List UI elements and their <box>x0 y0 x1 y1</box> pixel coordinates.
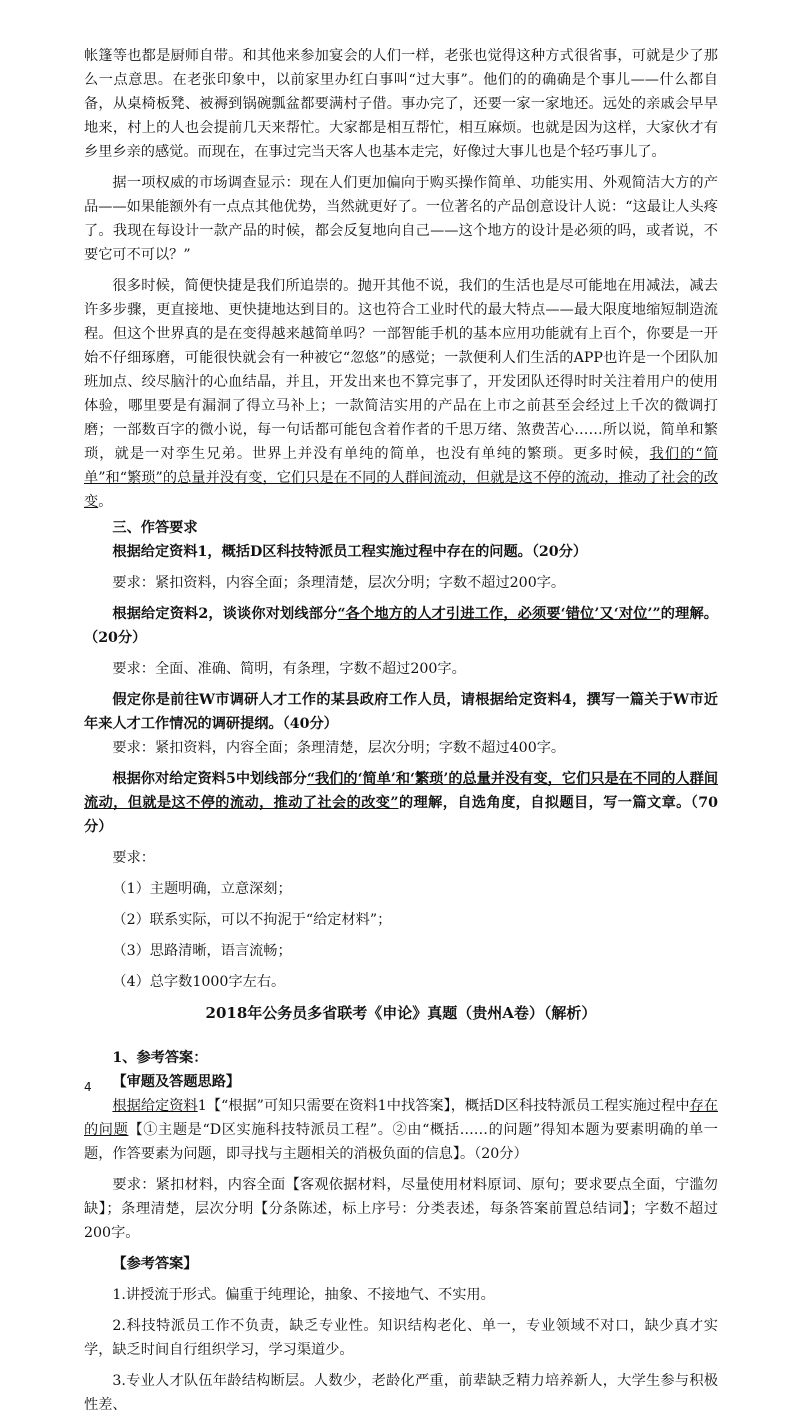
thinking-underlined-1: 根据给定资料 <box>112 1098 198 1114</box>
thinking-paragraph <box>84 1094 718 1166</box>
question-4-underlined: “我们的‘简单’和‘繁琐’的总量并没有变，它们只是在不同的人群间流动，但就是这不停的流动，推动了社会的改变” <box>84 771 719 811</box>
paragraph-1: 帐篷等也都是厨师自带。和其他来参加宴会的人们一样，老张也觉得这种方式很省事，可就是少了那么一点意思。在老张印象中，以前家里办红白事叫“过大事”。他们的的确确是个事儿——什么都自备，从桌椅板凳、被褥到锅碗瓢盆都要满村子借。事办完了，还要一家一家地还。远处的亲戚会早早地来，村上的人也会提前几天来帮忙。大家都是相互帮忙，相互麻烦。也就是因为这样，大家伙才有乡里乡亲的感觉。而现在，在事过完当天客人也基本走完，好像过大事儿也是个轻巧事儿了。 <box>84 48 718 160</box>
question-4-requirements-label: 要求： <box>112 850 155 866</box>
question-1: 根据给定资料1，概括D区科技特派员工程实施过程中存在的问题。（20分） <box>112 544 588 560</box>
paragraph-3 <box>84 274 718 514</box>
paragraph-3-underlined: 我们的“简单”和“繁琐”的总量并没有变，它们只是在不同的人群间流动，但就是这不停的流动，推动了社会的改变 <box>84 446 718 510</box>
question-3-requirements: 要求：紧扣资料，内容全面；条理清楚，层次分明；字数不超过400字。 <box>112 740 566 756</box>
question-2-tail: 的理解。（20分） <box>84 606 718 646</box>
question-2-text: 根据给定资料2，谈谈你对划线部分 <box>112 606 338 622</box>
thinking-text-1: 1【“根据”可知只需要在资料1中找答案】，概括D区科技特派员工程实施过程中 <box>197 1098 690 1114</box>
question-3: 假定你是前往W市调研人才工作的某县政府工作人员，请根据给定资料4，撰写一篇关于W市近年来人才工作情况的调研提纲。（40分） <box>84 692 718 732</box>
question-4-requirement-3: （3）思路清晰，语言流畅； <box>112 943 292 959</box>
document-page <box>84 44 718 1417</box>
thinking-text-2: 【①主题是“D区实施科技特派员工程”。②由“概括……的问题”得知本题为要素明确的单一题，作答要素为问题，即寻找与主题相关的消极负面的信息】。（20分） <box>84 1122 718 1162</box>
question-4-requirement-2: （2）联系实际，可以不拘泥于“给定材料”； <box>112 912 392 928</box>
answer-section-title: 2018年公务员多省联考《申论》真题（贵州A卷）（解析） <box>205 1004 597 1022</box>
question-2-underlined: “各个地方的人才引进工作，必须要‘错位’又‘对位’” <box>337 606 661 622</box>
answer-item-3: 3.专业人才队伍年龄结构断层。人数少，老龄化严重，前辈缺乏精力培养新人，大学生参与积极性差、 <box>84 1373 718 1413</box>
page-number: 4 <box>84 1080 92 1094</box>
question-2 <box>84 602 718 650</box>
thinking-heading: 【审题及答题思路】 <box>112 1074 241 1090</box>
thinking-requirements: 要求：紧扣材料，内容全面【客观依据材料，尽量使用材料原词、原句；要求要点全面，宁滥勿缺】；条理清楚，层次分明【分条陈述，标上序号：分类表述，每条答案前置总结词】；字数不超过200字。 <box>84 1177 718 1241</box>
section-3-heading: 三、作答要求 <box>112 520 198 536</box>
answer-heading: 【参考答案】 <box>112 1256 198 1272</box>
paragraph-3-end: 。 <box>98 494 113 510</box>
answer-item-1: 1.讲授流于形式。偏重于纯理论，抽象、不接地气、不实用。 <box>112 1287 495 1303</box>
paragraph-2: 据一项权威的市场调查显示：现在人们更加偏向于购买操作简单、功能实用、外观简洁大方的产品——如果能额外有一点点其他优势，当然就更好了。一位著名的产品创意设计人说：“这最让人头疼了。我现在每设计一款产品的时候，都会反复地向自己——这个地方的设计是必须的吗，或者说，不要它可不可以？” <box>84 175 718 263</box>
question-4-requirement-1: （1）主题明确，立意深刻； <box>112 881 292 897</box>
answer-item-2: 2.科技特派员工作不负责，缺乏专业性。知识结构老化、单一，专业领域不对口，缺少真才实学，缺乏时间自行组织学习，学习渠道少。 <box>84 1318 718 1358</box>
question-4-text: 根据你对给定资料5中划线部分 <box>112 771 307 787</box>
paragraph-3-text: 很多时候，简便快捷是我们所追崇的。抛开其他不说，我们的生活也是尽可能地在用减法，减去许多步骤，更直接地、更快捷地达到目的。这也符合工业时代的最大特点——最大限度地缩短制造流程。但这个世界真的是在变得越来越简单吗？一部智能手机的基本应用功能就有上百个，你要是一开始不仔细琢磨，可能很快就会有一种被它“忽悠”的感觉；一款便利人们生活的APP也许是一个团队加班加点、绞尽脑汁的心血结晶，并且，开发出来也不算完事了，开发团队还得时时关注着用户的使用体验，哪里要是有漏洞了得立马补上；一款简洁实用的产品在上市之前甚至会经过上千次的微调打磨；一部数百字的微小说，每一句话都可能包含着作者的千思万绪、煞费苦心……所以说，简单和繁琐，就是一对孪生兄弟。世界上并没有单纯的简单，也没有单纯的繁琐。更多时候， <box>84 278 718 462</box>
question-1-requirements: 要求：紧扣资料，内容全面；条理清楚，层次分明；字数不超过200字。 <box>112 575 566 591</box>
question-4-requirement-4: （4）总字数1000字左右。 <box>112 974 286 990</box>
thinking-underlined-2: 存在的问题 <box>84 1098 718 1138</box>
question-4 <box>84 767 718 839</box>
question-4-tail: 的理解，自选角度，自拟题目，写一篇文章。（70分） <box>84 795 718 835</box>
reference-answer-heading: 1、参考答案： <box>112 1050 208 1066</box>
question-2-requirements: 要求：全面、准确、简明，有条理，字数不超过200字。 <box>112 661 466 677</box>
